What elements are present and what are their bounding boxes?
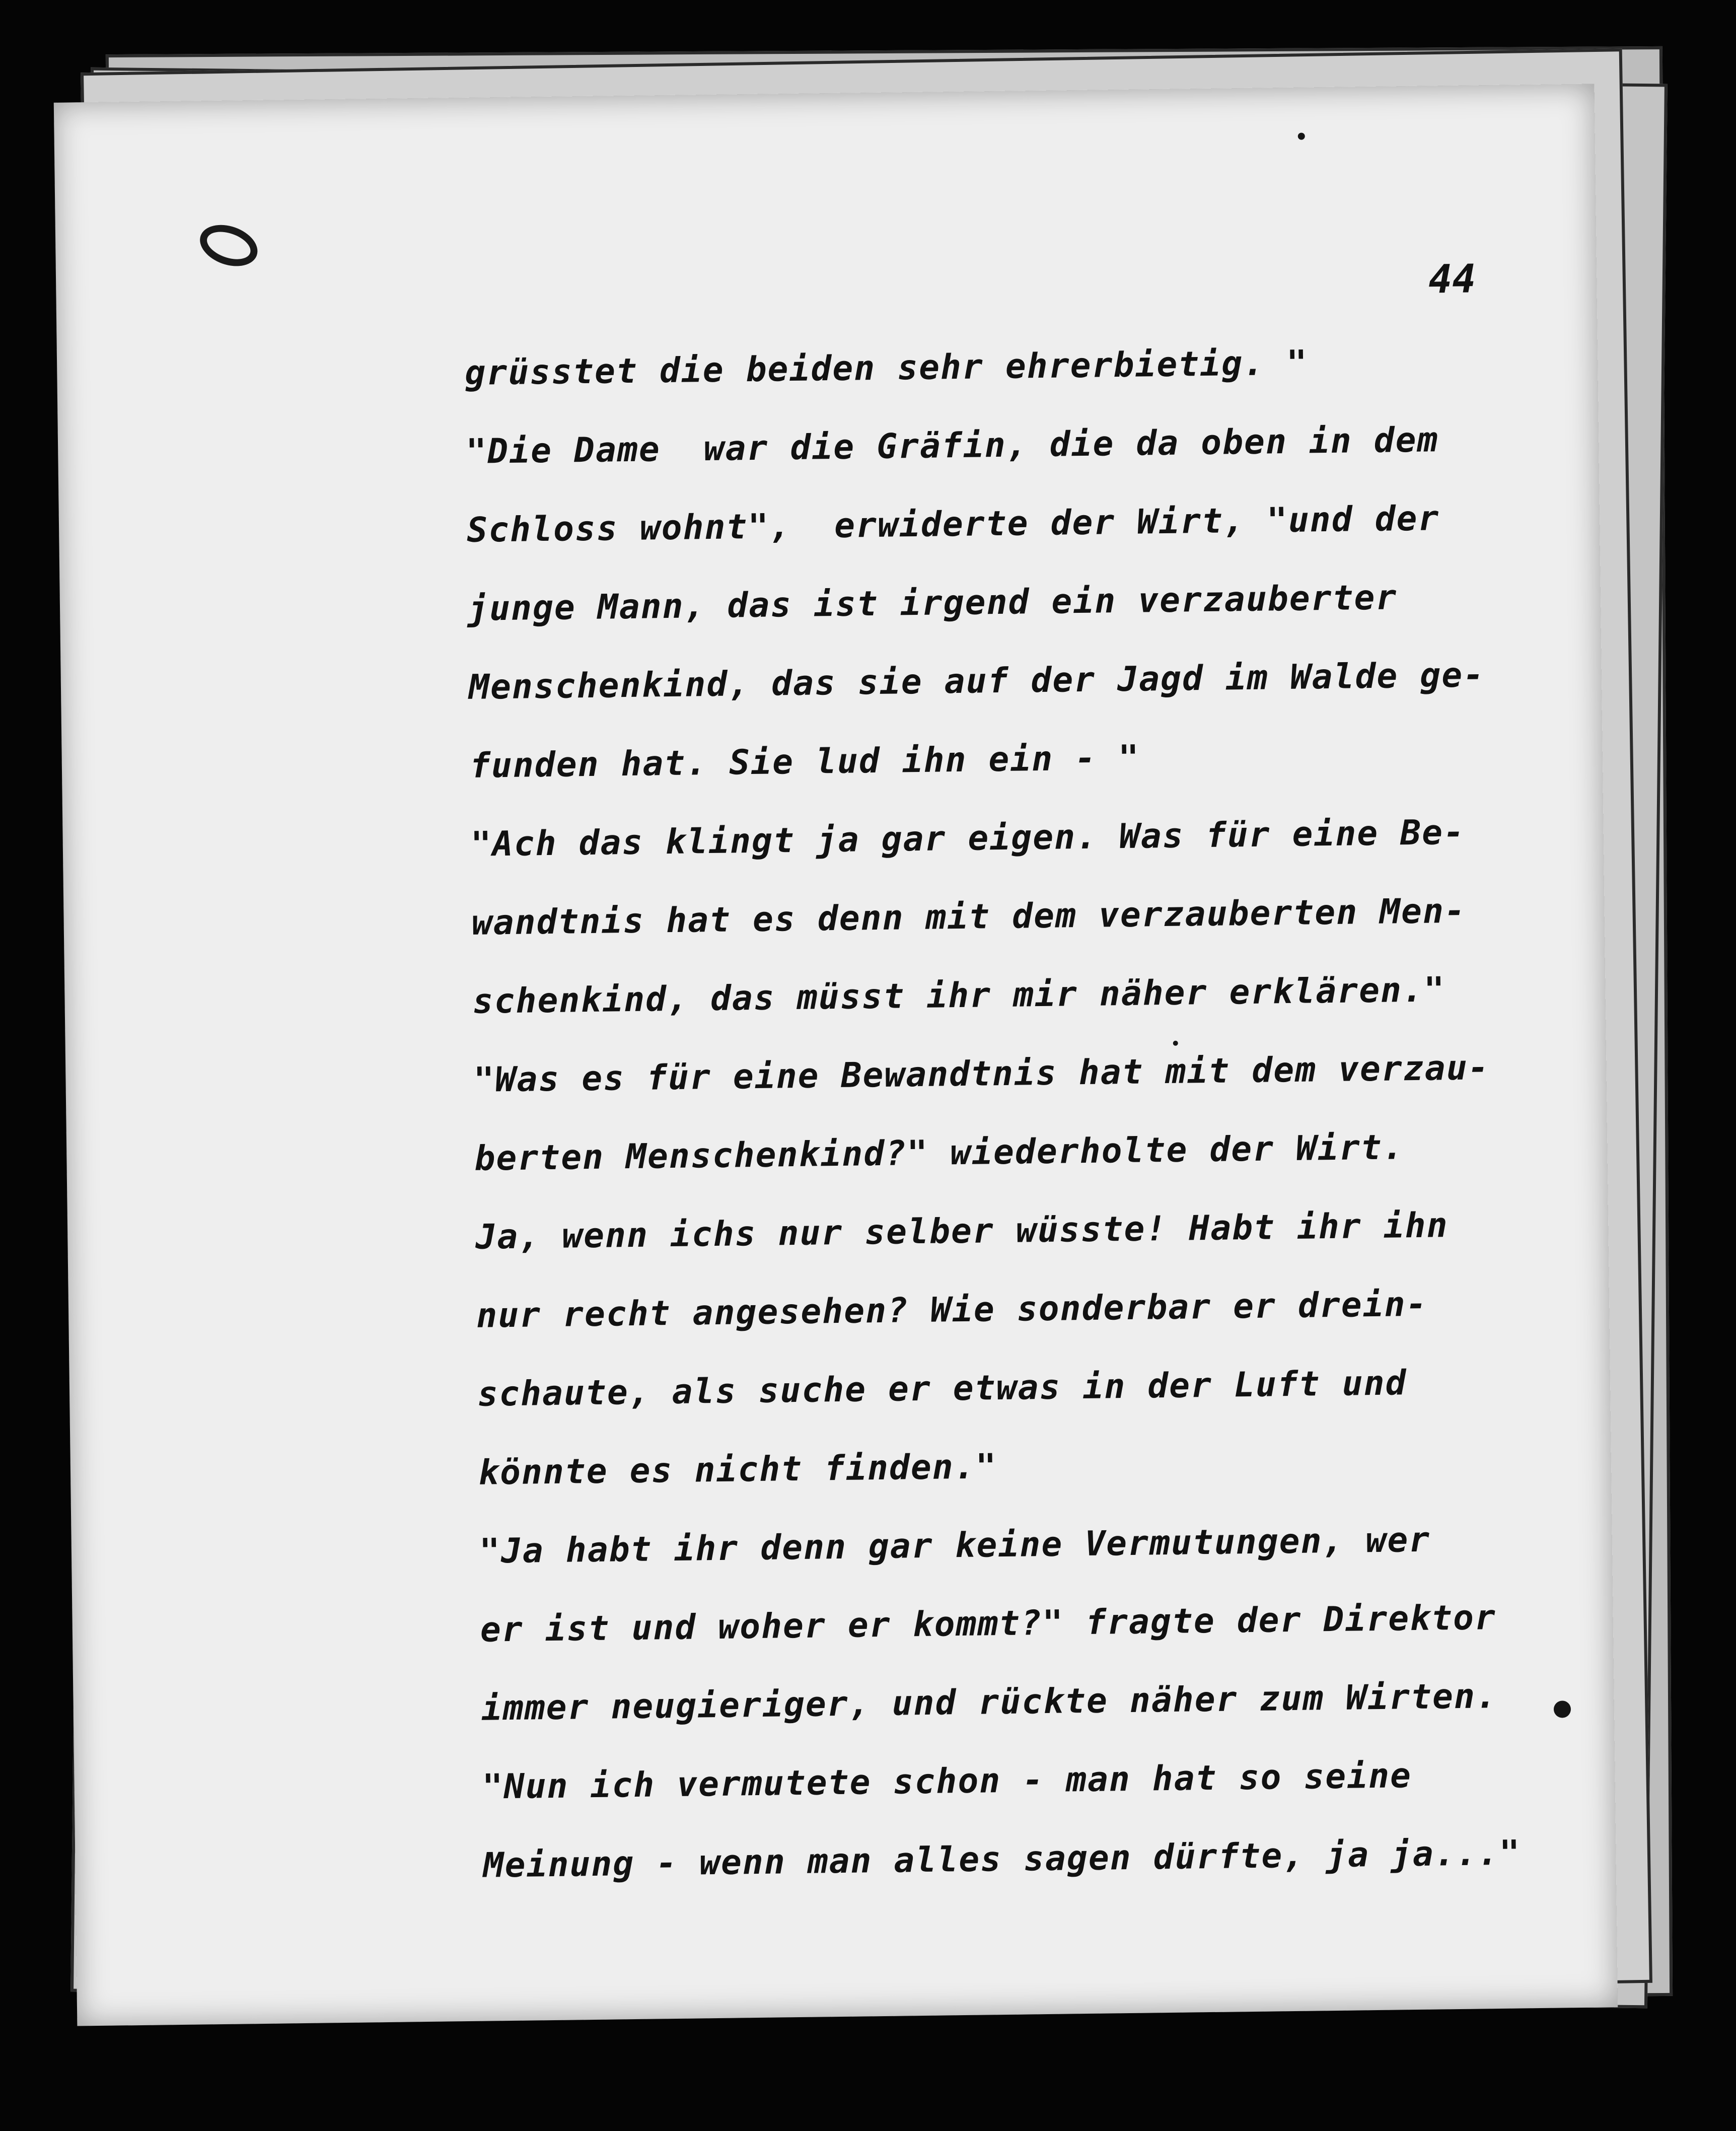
text-line: grüsstet die beiden sehr ehrerbietig. " [464, 343, 1309, 393]
scan-speck [1173, 1041, 1178, 1046]
text-line: Meinung - wenn man alles sagen dürfte, ja ja..." [483, 1833, 1522, 1886]
page-body-text [464, 320, 1616, 1905]
text-line: "Ach das klingt ja gar eigen. Was für eine Be- [470, 812, 1466, 865]
text-line: er ist und woher er kommt?" fragte der Direktor [480, 1598, 1497, 1650]
text-line: "Die Dame war die Gräfin, die da oben in dem [465, 420, 1439, 472]
text-line: könnte es nicht finden." [478, 1447, 998, 1493]
typewritten-page [54, 84, 1618, 2026]
text-line: immer neugieriger, und rückte näher zum Wirten. [481, 1676, 1498, 1729]
text-line: funden hat. Sie lud ihn ein - " [469, 738, 1140, 786]
text-line: Schloss wohnt", erwiderte der Wirt, "und der [466, 499, 1440, 550]
staple-hole-mark [194, 218, 263, 273]
text-line: wandtnis hat es denn mit dem verzauberten Men- [471, 891, 1467, 943]
text-line: "Nun ich vermutete schon - man hat so seine [482, 1756, 1412, 1807]
text-line: berten Menschenkind?" wiederholte der Wirt. [474, 1127, 1405, 1179]
page-number: 44 [1428, 256, 1476, 303]
text-line: nur recht angesehen? Wie sonderbar er drein- [476, 1284, 1428, 1336]
text-line: Ja, wenn ichs nur selber wüsste! Habt ihr ihn [475, 1205, 1449, 1257]
text-line: junge Mann, das ist irgend ein verzauberter [467, 578, 1398, 629]
scan-speck [1298, 132, 1305, 139]
scan-speck [1554, 1700, 1571, 1718]
text-line: "Was es für eine Bewandtnis hat mit dem verzau- [473, 1048, 1490, 1100]
text-line: schaute, als suche er etwas in der Luft und [477, 1363, 1407, 1414]
text-line: "Ja habt ihr denn gar keine Vermutungen, wer [479, 1520, 1431, 1572]
text-line: schenkind, das müsst ihr mir näher erklären." [472, 970, 1446, 1022]
text-line: Menschenkind, das sie auf der Jagd im Walde ge- [468, 655, 1485, 707]
